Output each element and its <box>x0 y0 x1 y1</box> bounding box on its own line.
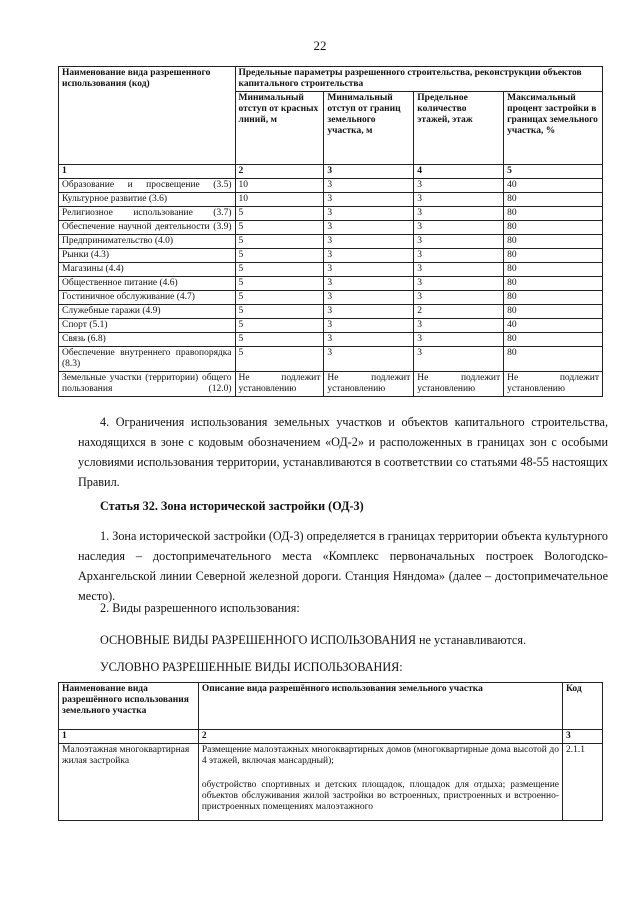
table-row <box>59 179 603 193</box>
column-number: 1 <box>59 730 199 744</box>
boundary-offset: 3 <box>324 179 414 193</box>
floors: 3 <box>414 263 504 277</box>
building-percent: 80 <box>504 333 603 347</box>
red-line-offset: 5 <box>235 249 324 263</box>
boundary-offset: 3 <box>324 193 414 207</box>
boundary-offset: 3 <box>324 333 414 347</box>
floors: 3 <box>414 319 504 333</box>
red-line-offset: 10 <box>235 193 324 207</box>
red-line-offset: Не подлежит установлению <box>235 372 324 397</box>
paragraph-zone-definition: 1. Зона исторической застройки (ОД-3) определяется в границах территории объекта культурного наследия – достопримечательного места «Комплекс первоначальных построек Вологодско-Архангельской линии Северной железной дороги. Станция Няндома» (далее – достопримечательное место). <box>78 529 608 603</box>
red-line-offset: 5 <box>235 291 324 305</box>
boundary-offset: 3 <box>324 347 414 372</box>
table-row <box>59 235 603 249</box>
red-line-offset: 5 <box>235 235 324 249</box>
table-row <box>59 333 603 347</box>
column-number: 3 <box>324 165 414 179</box>
floors: 3 <box>414 347 504 372</box>
main-uses-rest: не устанавливаются. <box>415 633 526 647</box>
boundary-offset: 3 <box>324 319 414 333</box>
boundary-offset: 3 <box>324 291 414 305</box>
use-type-name: Обеспечение научной деятельности (3.9) <box>59 221 236 235</box>
parameters-table <box>58 66 603 397</box>
description-part-2: обустройство спортивных и детских площадок, площадок для отдыха; размещение объектов обслуживания жилой застройки во встроенных, пристроенных и встроенно-пристроенных помещениях малоэтажного <box>201 780 560 812</box>
use-type-name: Обеспечение внутреннего правопорядка (8.3) <box>59 347 236 372</box>
use-type-name: Рынки (4.3) <box>59 249 236 263</box>
header-red-line-offset: Минимальный отступ от красных линий, м <box>235 92 324 165</box>
building-percent: 80 <box>504 291 603 305</box>
use-type-name: Культурное развитие (3.6) <box>59 193 236 207</box>
column-numbers-row <box>59 730 603 744</box>
red-line-offset: 5 <box>235 277 324 291</box>
use-type-name: Магазины (4.4) <box>59 263 236 277</box>
building-percent: 80 <box>504 193 603 207</box>
boundary-offset: 3 <box>324 249 414 263</box>
use-type-name: Спорт (5.1) <box>59 319 236 333</box>
table-row <box>59 372 603 397</box>
conditional-uses-heading: УСЛОВНО РАЗРЕШЕННЫЕ ВИДЫ ИСПОЛЬЗОВАНИЯ: <box>100 660 403 674</box>
floors: 3 <box>414 291 504 305</box>
description-part-1: Размещение малоэтажных многоквартирных домов (многоквартирные дома высотой до 4 этажей, включая мансардный); <box>201 745 560 766</box>
red-line-offset: 5 <box>235 347 324 372</box>
column-number: 2 <box>235 165 324 179</box>
header-use-description: Описание вида разрешённого использования земельного участка <box>198 683 562 730</box>
header-use-name: Наименование вида разрешённого использования земельного участка <box>59 683 199 730</box>
red-line-offset: 5 <box>235 333 324 347</box>
table-row <box>59 305 603 319</box>
boundary-offset: 3 <box>324 221 414 235</box>
floors: Не подлежит установлению <box>414 372 504 397</box>
header-building-percent: Максимальный процент застройки в границах земельного участка, % <box>504 92 603 165</box>
main-uses-line <box>100 630 526 650</box>
red-line-offset: 5 <box>235 263 324 277</box>
column-number: 3 <box>563 730 603 744</box>
floors: 3 <box>414 179 504 193</box>
boundary-offset: 3 <box>324 277 414 291</box>
red-line-offset: 10 <box>235 179 324 193</box>
boundary-offset: 3 <box>324 207 414 221</box>
building-percent: 80 <box>504 277 603 291</box>
main-uses-caps: ОСНОВНЫЕ ВИДЫ РАЗРЕШЕННОГО ИСПОЛЬЗОВАНИЯ <box>100 633 416 647</box>
building-percent: 80 <box>504 235 603 249</box>
conditional-uses-table <box>58 682 603 821</box>
paragraph-restrictions: 4. Ограничения использования земельных участков и объектов капитального строительства, находящихся в зоне с кодовым обозначением «ОД-2» и расположенных в границах зон с особыми условиями использования территории, устанавливаются в соответствии со статьями 48-55 настоящих Правил. <box>78 415 608 489</box>
floors: 3 <box>414 235 504 249</box>
table-row <box>59 193 603 207</box>
floors: 3 <box>414 193 504 207</box>
floors: 3 <box>414 207 504 221</box>
boundary-offset: Не подлежит установлению <box>324 372 414 397</box>
paragraph-use-types: 2. Виды разрешенного использования: <box>100 601 300 615</box>
use-type-name: Служебные гаражи (4.9) <box>59 305 236 319</box>
column-number: 4 <box>414 165 504 179</box>
red-line-offset: 5 <box>235 207 324 221</box>
building-percent: 80 <box>504 263 603 277</box>
floors: 2 <box>414 305 504 319</box>
floors: 3 <box>414 277 504 291</box>
use-type-name: Предпринимательство (4.0) <box>59 235 236 249</box>
table-row <box>59 744 603 821</box>
building-percent: 40 <box>504 319 603 333</box>
header-code: Код <box>563 683 603 730</box>
floors: 3 <box>414 221 504 235</box>
red-line-offset: 5 <box>235 319 324 333</box>
column-number: 1 <box>59 165 236 179</box>
use-type-name: Образование и просвещение (3.5) <box>59 179 236 193</box>
table-row <box>59 277 603 291</box>
header-use-type: Наименование вида разрешенного использования (код) <box>59 67 236 165</box>
table-row <box>59 221 603 235</box>
use-code: 2.1.1 <box>563 744 603 821</box>
building-percent: 80 <box>504 347 603 372</box>
header-floors: Предельное количество этажей, этаж <box>414 92 504 165</box>
floors: 3 <box>414 333 504 347</box>
table-row <box>59 291 603 305</box>
table-row <box>59 319 603 333</box>
floors: 3 <box>414 249 504 263</box>
table-row <box>59 249 603 263</box>
boundary-offset: 3 <box>324 263 414 277</box>
building-percent: 80 <box>504 221 603 235</box>
use-type-name: Религиозное использование (3.7) <box>59 207 236 221</box>
page-number: 22 <box>313 38 327 53</box>
building-percent: 80 <box>504 249 603 263</box>
header-boundary-offset: Минимальный отступ от границ земельного участка, м <box>324 92 414 165</box>
use-type-name: Земельные участки (территории) общего пользования (12.0) <box>59 372 236 397</box>
boundary-offset: 3 <box>324 235 414 249</box>
building-percent: 80 <box>504 305 603 319</box>
building-percent: Не подлежит установлению <box>504 372 603 397</box>
table-row <box>59 263 603 277</box>
boundary-offset: 3 <box>324 305 414 319</box>
red-line-offset: 5 <box>235 305 324 319</box>
column-numbers-row <box>59 165 603 179</box>
column-number: 2 <box>198 730 562 744</box>
column-number: 5 <box>504 165 603 179</box>
use-type-name: Общественное питание (4.6) <box>59 277 236 291</box>
use-type-name: Связь (6.8) <box>59 333 236 347</box>
use-type-name: Гостиничное обслуживание (4.7) <box>59 291 236 305</box>
use-name: Малоэтажная многоквартирная жилая застройка <box>59 744 199 821</box>
red-line-offset: 5 <box>235 221 324 235</box>
header-parameters-group: Предельные параметры разрешенного строительства, реконструкции объектов капитального строительства <box>235 67 603 92</box>
use-description <box>198 744 562 821</box>
table-row <box>59 347 603 372</box>
table-row <box>59 207 603 221</box>
building-percent: 40 <box>504 179 603 193</box>
article-title: Статья 32. Зона исторической застройки (ОД-3) <box>100 499 364 513</box>
building-percent: 80 <box>504 207 603 221</box>
